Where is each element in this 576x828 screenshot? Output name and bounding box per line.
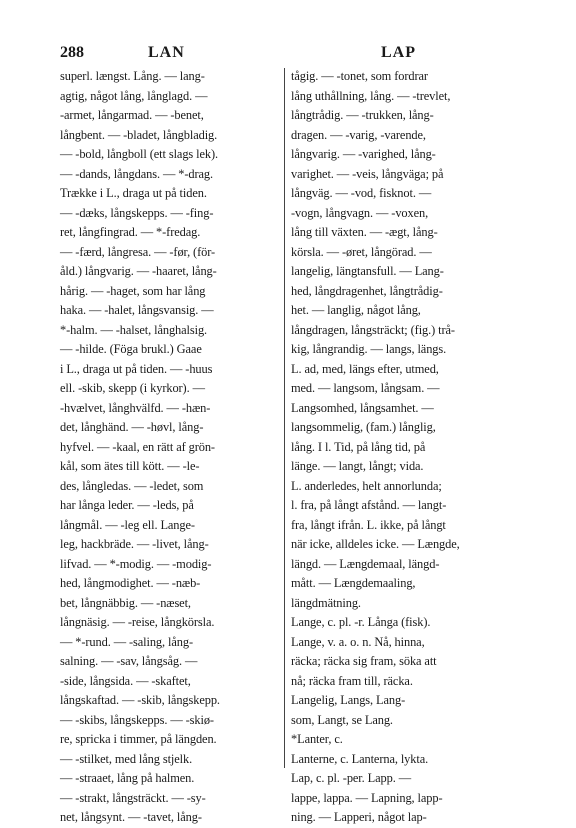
text-line: nå; räcka fram till, räcka. — [291, 673, 413, 688]
right-column — [291, 67, 517, 824]
bottom-margin — [0, 790, 576, 819]
text-line: — -strakt, långsträckt. — -sy- — [60, 790, 206, 805]
text-line: hyfvel. — -kaal, en rätt af grön- — [60, 439, 215, 454]
text-line: hed, långmodighet. — -næb- — [60, 576, 201, 590]
text-line: — -hilde. (Föga brukl.) Gaae — [60, 342, 202, 356]
text-line: — -dæks, långskepps. — -fing- — [60, 205, 214, 220]
text-line: lappe, lappa. — Lapning, lapp- — [291, 790, 443, 805]
text-line: körsla. — -øret, långörad. — — [291, 244, 432, 259]
text-line: tågig. — -tonet, som fordrar — [291, 69, 428, 83]
text-line: mått. — Længdemaaling, — [291, 576, 416, 590]
text-line: lifvad. — *-modig. — -modig- — [60, 556, 212, 571]
text-line: långbent. — -bladet, långbladig. — [60, 127, 218, 142]
text-line: des, långledas. — -ledet, som — [60, 478, 204, 493]
text-line: längdmätning. — [291, 595, 361, 610]
text-line: räcka; räcka sig fram, söka att — [291, 654, 437, 668]
text-line: langsommelig, (fam.) långlig, — [291, 420, 436, 434]
text-line: -armet, långarmad. — -benet, — [60, 108, 204, 122]
text-line: L. anderledes, helt annorlunda; — [291, 478, 442, 493]
text-line: som, Langt, se Lang. — [291, 712, 393, 727]
text-line: salning. — -sav, långsåg. — — [60, 654, 198, 668]
text-line: lång uthållning, lång. — -trevlet, — [291, 88, 451, 103]
text-line: länge. — langt, långt; vida. — [291, 459, 424, 473]
text-line: längd. — Længdemaal, längd- — [291, 556, 440, 571]
text-line: bet, långnäbbig. — -næset, — [60, 595, 191, 610]
text-line: Langsomhed, långsamhet. — — [291, 400, 434, 415]
text-line: Lange, c. pl. -r. Långa (fisk). — [291, 615, 431, 629]
text-line: lång. I l. Tid, på lång tid, på — [291, 439, 426, 454]
text-line: haka. — -halet, långsvansig. — — [60, 303, 214, 317]
text-line: agtig, något lång, långlagd. — — [60, 88, 208, 103]
text-line: ell. -skib, skepp (i kyrkor). — — [60, 381, 205, 395]
text-line: långvarig. — -varighed, lång- — [291, 147, 436, 161]
text-line: -vogn, långvagn. — -voxen, — [291, 205, 429, 220]
text-line: — -bold, långboll (ett slags lek). — [60, 147, 218, 161]
text-line: långdragen, långsträckt; (fig.) trå- — [291, 322, 455, 337]
text-line: lång till växten. — -ægt, lång- — [291, 225, 438, 239]
column-divider — [284, 68, 285, 768]
text-line: het. — langlig, något lång, — [291, 303, 421, 317]
text-line: — -dands, långdans. — *-drag. — [60, 166, 213, 181]
text-line: i L., draga ut på tiden. — -huus — [60, 361, 213, 376]
text-line: — *-rund. — -saling, lång- — [60, 634, 193, 649]
text-line: *Lanter, c. — [291, 732, 343, 746]
text-line: långväg. — -vod, fisknot. — — [291, 186, 432, 200]
right-guide-word: LAP — [381, 44, 416, 61]
text-line: Trække i L., draga ut på tiden. — [60, 186, 207, 200]
text-line: -side, långsida. — -skaftet, — [60, 673, 191, 688]
text-line: kål, som ätes till kött. — -le- — [60, 459, 200, 473]
page-header — [60, 44, 506, 66]
text-line: långnäsig. — -reise, långkörsla. — [60, 615, 215, 629]
text-line: langelig, längtansfull. — Lang- — [291, 264, 444, 278]
text-line: dragen. — -varig, -varende, — [291, 127, 426, 142]
text-line: Langelig, Langs, Lang- — [291, 693, 406, 707]
text-line: kig, långrandig. — langs, längs. — [291, 342, 447, 356]
text-line: — -skibs, långskepps. — -skiø- — [60, 712, 214, 727]
text-line: L. ad, med, längs efter, utmed, — [291, 361, 439, 376]
text-line: leg, hackbräde. — -livet, lång- — [60, 537, 209, 551]
text-line: -hvælvet, långhvälfd. — -hæn- — [60, 400, 211, 415]
text-line: — -færd, långresa. — -før, (för- — [60, 244, 216, 259]
text-line: — -stilket, med lång stjelk. — [60, 751, 193, 766]
text-line: fra, långt ifrån. L. ikke, på långt — [291, 517, 446, 532]
page-number: 288 — [60, 44, 84, 61]
text-line: långmål. — -leg ell. Lange- — [60, 517, 195, 532]
text-line: superl. længst. Lång. — lang- — [60, 69, 205, 83]
text-line: l. fra, på långt afstånd. — langt- — [291, 498, 447, 512]
text-line: net, långsynt. — -tavet, lång- — [60, 810, 202, 824]
text-line: *-halm. — -halset, långhalsig. — [60, 322, 208, 337]
text-line: har långa leder. — -leds, på — [60, 498, 194, 512]
text-line: — -straaet, lång på halmen. — [60, 771, 195, 785]
text-line: långtrådig. — -trukken, lång- — [291, 108, 434, 122]
text-line: hårig. — -haget, som har lång — [60, 283, 206, 298]
text-line: långskaftad. — -skib, långskepp. — [60, 693, 220, 707]
text-line: hed, långdragenhet, långtrådig- — [291, 283, 443, 298]
text-line: med. — langsom, långsam. — — [291, 381, 440, 395]
text-line: åld.) långvarig. — -haaret, lång- — [60, 264, 217, 278]
left-column — [60, 67, 286, 824]
text-line: Lanterne, c. Lanterna, lykta. — [291, 751, 429, 766]
text-line: ret, långfingrad. — *-fredag. — [60, 225, 201, 239]
left-guide-word: LAN — [148, 44, 185, 61]
text-line: ning. — Lapperi, något lap- — [291, 810, 427, 824]
text-line: Lange, v. a. o. n. Nå, hinna, — [291, 634, 425, 649]
text-line: re, spricka i timmer, på längden. — [60, 732, 217, 746]
text-line: Lap, c. pl. -per. Lapp. — — [291, 771, 411, 785]
text-line: det, långhänd. — -høvl, lång- — [60, 420, 204, 434]
text-line: när icke, alldeles icke. — Længde, — [291, 537, 460, 551]
text-line: varighet. — -veis, långväga; på — [291, 166, 444, 181]
